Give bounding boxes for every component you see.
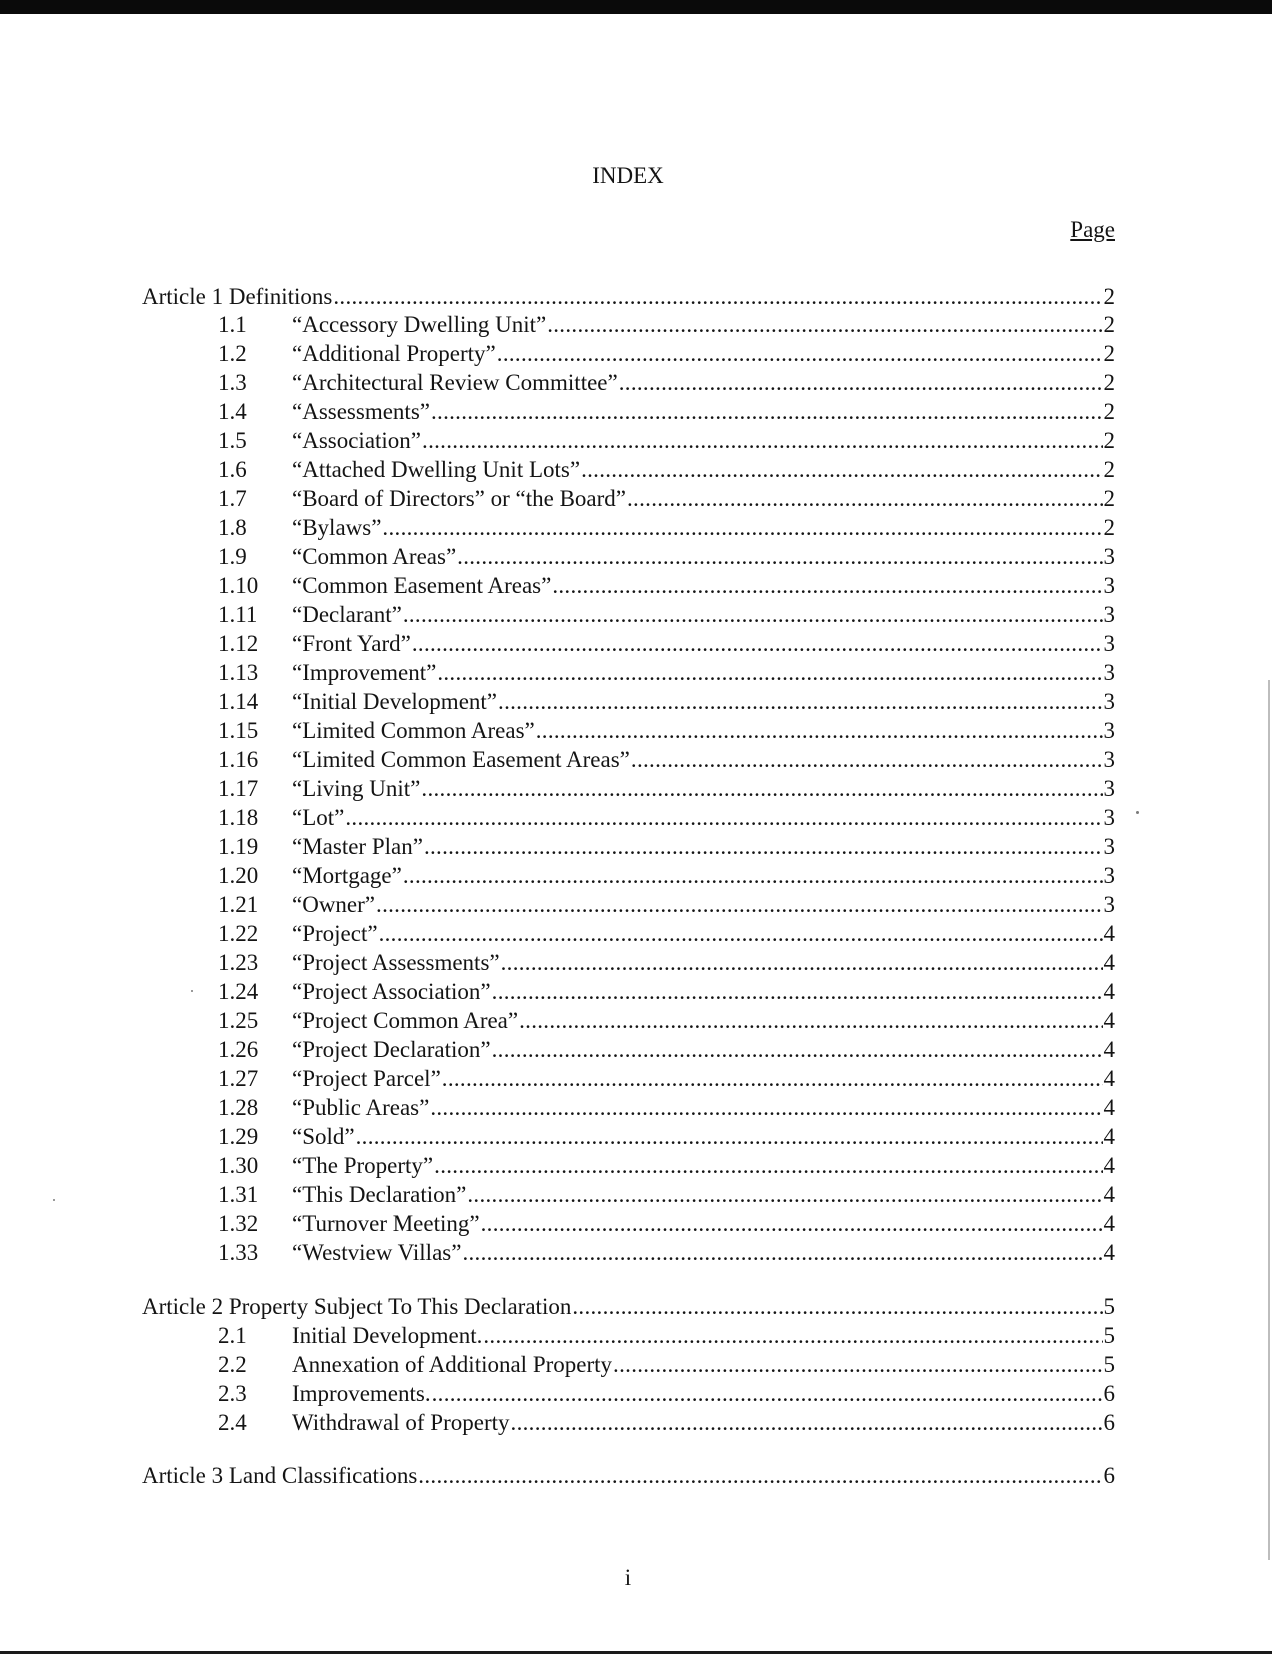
toc-section-entry — [218, 833, 1115, 861]
index-title: INDEX — [592, 163, 664, 188]
toc-entry-number: 1.14 — [218, 689, 259, 714]
toc-entry-page: 4 — [1103, 1240, 1115, 1265]
toc-entry-label: “Additional Property” — [292, 341, 496, 366]
toc-entry-number: 1.29 — [218, 1124, 259, 1149]
toc-entry-number: 1.18 — [218, 805, 259, 830]
toc-entry-label: “Board of Directors” or “the Board” — [292, 486, 626, 511]
toc-article-entry — [142, 1293, 1115, 1321]
toc-section-entry — [218, 1409, 1115, 1437]
dot-leader — [613, 1351, 1102, 1379]
toc-section-entry — [218, 514, 1115, 542]
toc-entry-number: 1.11 — [218, 602, 258, 627]
dot-leader — [552, 572, 1102, 600]
dot-leader — [432, 1380, 1103, 1408]
toc-section-entry — [218, 485, 1115, 513]
toc-entry-page: 2 — [1103, 341, 1115, 366]
toc-entry-number: 1.6 — [218, 457, 247, 482]
toc-entry-label: “Mortgage” — [292, 863, 402, 888]
scan-speck — [53, 1199, 55, 1201]
toc-entry-page: 3 — [1103, 747, 1115, 772]
toc-section-entry — [218, 340, 1115, 368]
toc-section-entry — [218, 1036, 1115, 1064]
toc-entry-label: “Attached Dwelling Unit Lots” — [292, 457, 581, 482]
toc-entry-page: 3 — [1103, 718, 1115, 743]
dot-leader — [581, 456, 1102, 484]
toc-section-entry — [218, 1123, 1115, 1151]
toc-entry-page: 6 — [1103, 1381, 1115, 1406]
toc-entry-page: 5 — [1103, 1352, 1115, 1377]
dot-leader — [519, 1007, 1102, 1035]
dot-leader — [511, 1409, 1103, 1437]
toc-section-entry — [218, 659, 1115, 687]
toc-section-entry — [218, 1181, 1115, 1209]
toc-section-entry — [218, 1007, 1115, 1035]
dot-leader — [412, 630, 1103, 658]
footer-page-number: i — [624, 1565, 632, 1590]
toc-entry-page: 3 — [1103, 660, 1115, 685]
dot-leader — [418, 1462, 1102, 1490]
toc-entry-label: “Association” — [292, 428, 422, 453]
toc-section-entry — [218, 1380, 1115, 1408]
dot-leader — [345, 804, 1102, 832]
dot-leader — [442, 1065, 1103, 1093]
toc-entry-label: “Accessory Dwelling Unit” — [292, 312, 547, 337]
toc-section-entry — [218, 369, 1115, 397]
toc-entry-page: 2 — [1103, 284, 1115, 309]
toc-entry-label: “Project Assessments” — [292, 950, 500, 975]
toc-entry-label: “Assessments” — [292, 399, 430, 424]
toc-entry-number: 1.16 — [218, 747, 259, 772]
toc-entry-number: 1.9 — [218, 544, 247, 569]
toc-article-entry — [142, 1462, 1115, 1490]
toc-entry-number: 1.20 — [218, 863, 259, 888]
toc-entry-label: Withdrawal of Property — [292, 1410, 510, 1435]
toc-section-entry — [218, 717, 1115, 745]
toc-entry-page: 3 — [1103, 863, 1115, 888]
toc-entry-page: 4 — [1103, 1124, 1115, 1149]
toc-entry-page: 4 — [1103, 921, 1115, 946]
toc-entry-number: 1.17 — [218, 776, 259, 801]
toc-entry-label: “Initial Development” — [292, 689, 498, 714]
toc-section-entry — [218, 1065, 1115, 1093]
toc-section-entry — [218, 1239, 1115, 1267]
toc-entry-label: “Limited Common Easement Areas” — [292, 747, 630, 772]
toc-entry-number: 2.1 — [218, 1323, 247, 1348]
dot-leader — [403, 601, 1103, 629]
toc-entry-page: 6 — [1103, 1463, 1115, 1488]
toc-entry-page: 3 — [1103, 544, 1115, 569]
dot-leader — [430, 1094, 1102, 1122]
toc-entry-page: 3 — [1103, 892, 1115, 917]
dot-leader — [462, 1239, 1102, 1267]
toc-entry-label: Article 1 Definitions — [142, 284, 333, 309]
dot-leader — [483, 1322, 1102, 1350]
toc-entry-page: 2 — [1103, 312, 1115, 337]
toc-entry-number: 1.21 — [218, 892, 259, 917]
scan-speck — [191, 990, 193, 992]
toc-entry-label: “Common Areas” — [292, 544, 457, 569]
toc-section-entry — [218, 398, 1115, 426]
dot-leader — [333, 283, 1102, 311]
toc-entry-number: 2.2 — [218, 1352, 247, 1377]
toc-entry-label: “Common Easement Areas” — [292, 573, 552, 598]
toc-section-entry — [218, 1094, 1115, 1122]
toc-section-entry — [218, 572, 1115, 600]
toc-entry-page: 2 — [1103, 457, 1115, 482]
toc-entry-page: 4 — [1103, 1066, 1115, 1091]
toc-entry-label: Annexation of Additional Property — [292, 1352, 613, 1377]
toc-section-entry — [218, 978, 1115, 1006]
toc-entry-number: 1.2 — [218, 341, 247, 366]
toc-entry-label: Article 3 Land Classifications — [142, 1463, 418, 1488]
toc-entry-page: 4 — [1103, 1182, 1115, 1207]
toc-entry-number: 1.32 — [218, 1211, 259, 1236]
toc-section-entry — [218, 630, 1115, 658]
toc-entry-label: Article 2 Property Subject To This Declaration — [142, 1294, 572, 1319]
toc-article-entry — [142, 283, 1115, 311]
toc-entry-label: “Master Plan” — [292, 834, 423, 859]
dot-leader — [547, 311, 1102, 339]
toc-entry-page: 4 — [1103, 1008, 1115, 1033]
toc-entry-label: “Project” — [292, 921, 378, 946]
dot-leader — [467, 1181, 1102, 1209]
toc-entry-label: “The Property” — [292, 1153, 434, 1178]
toc-entry-number: 2.4 — [218, 1410, 247, 1435]
dot-leader — [434, 1152, 1102, 1180]
dot-leader — [431, 398, 1103, 426]
dot-leader — [619, 369, 1103, 397]
toc-entry-page: 3 — [1103, 805, 1115, 830]
toc-entry-label: “Project Declaration” — [292, 1037, 491, 1062]
toc-entry-label: “Owner” — [292, 892, 376, 917]
toc-entry-label: “Westview Villas” — [292, 1240, 462, 1265]
toc-section-entry — [218, 862, 1115, 890]
toc-entry-number: 1.25 — [218, 1008, 259, 1033]
dot-leader — [379, 920, 1103, 948]
dot-leader — [536, 717, 1103, 745]
toc-section-entry — [218, 746, 1115, 774]
toc-entry-page: 3 — [1103, 834, 1115, 859]
toc-section-entry — [218, 1322, 1115, 1350]
toc-entry-number: 1.5 — [218, 428, 247, 453]
dot-leader — [382, 514, 1102, 542]
toc-entry-label: “Project Common Area” — [292, 1008, 519, 1033]
toc-entry-label: “This Declaration” — [292, 1182, 467, 1207]
toc-section-entry — [218, 775, 1115, 803]
toc-entry-page: 5 — [1103, 1294, 1115, 1319]
toc-entry-label: “Sold” — [292, 1124, 355, 1149]
toc-entry-number: 1.12 — [218, 631, 259, 656]
toc-entry-number: 1.15 — [218, 718, 259, 743]
toc-entry-label: “Architectural Review Committee” — [292, 370, 618, 395]
toc-entry-number: 1.10 — [218, 573, 259, 598]
dot-leader — [631, 746, 1103, 774]
toc-entry-page: 5 — [1103, 1323, 1115, 1348]
toc-section-entry — [218, 688, 1115, 716]
scan-speck — [1136, 811, 1139, 814]
toc-entry-number: 1.33 — [218, 1240, 259, 1265]
dot-leader — [501, 949, 1103, 977]
toc-entry-number: 1.26 — [218, 1037, 259, 1062]
toc-section-entry — [218, 1210, 1115, 1238]
toc-section-entry — [218, 1351, 1115, 1379]
toc-section-entry — [218, 920, 1115, 948]
toc-entry-number: 1.8 — [218, 515, 247, 540]
dot-leader — [572, 1293, 1102, 1321]
toc-entry-page: 2 — [1103, 399, 1115, 424]
toc-section-entry — [218, 543, 1115, 571]
toc-entry-page: 4 — [1103, 950, 1115, 975]
toc-section-entry — [218, 427, 1115, 455]
toc-entry-page: 4 — [1103, 979, 1115, 1004]
toc-entry-page: 4 — [1103, 1095, 1115, 1120]
toc-section-entry — [218, 891, 1115, 919]
dot-leader — [403, 862, 1103, 890]
dot-leader — [627, 485, 1103, 513]
toc-section-entry — [218, 949, 1115, 977]
dot-leader — [424, 833, 1103, 861]
toc-entry-label: Initial Development. — [292, 1323, 483, 1348]
toc-entry-page: 3 — [1103, 776, 1115, 801]
toc-entry-label: “Declarant” — [292, 602, 402, 627]
toc-entry-label: “Bylaws” — [292, 515, 382, 540]
toc-entry-page: 3 — [1103, 602, 1115, 627]
toc-entry-number: 1.1 — [218, 312, 247, 337]
toc-section-entry — [218, 311, 1115, 339]
toc-entry-page: 4 — [1103, 1153, 1115, 1178]
toc-entry-label: “Front Yard” — [292, 631, 411, 656]
toc-entry-number: 1.23 — [218, 950, 259, 975]
page-column-heading: Page — [1070, 217, 1115, 242]
toc-entry-page: 2 — [1103, 486, 1115, 511]
toc-entry-page: 3 — [1103, 631, 1115, 656]
dot-leader — [422, 427, 1102, 455]
toc-entry-number: 1.3 — [218, 370, 247, 395]
dot-leader — [498, 688, 1102, 716]
toc-entry-label: Improvements. — [292, 1381, 431, 1406]
dot-leader — [421, 775, 1102, 803]
toc-entry-label: “Turnover Meeting” — [292, 1211, 480, 1236]
toc-entry-page: 3 — [1103, 573, 1115, 598]
toc-entry-page: 4 — [1103, 1037, 1115, 1062]
toc-entry-label: “Improvement” — [292, 660, 437, 685]
toc-entry-number: 1.27 — [218, 1066, 259, 1091]
toc-entry-page: 2 — [1103, 370, 1115, 395]
dot-leader — [481, 1210, 1103, 1238]
toc-section-entry — [218, 1152, 1115, 1180]
dot-leader — [492, 978, 1103, 1006]
toc-entry-label: “Limited Common Areas” — [292, 718, 535, 743]
toc-entry-number: 1.24 — [218, 979, 259, 1004]
dot-leader — [497, 340, 1103, 368]
toc-entry-label: “Living Unit” — [292, 776, 421, 801]
toc-entry-number: 1.31 — [218, 1182, 259, 1207]
scan-right-edge — [1268, 680, 1270, 1560]
toc-entry-label: “Public Areas” — [292, 1095, 430, 1120]
toc-entry-label: “Project Association” — [292, 979, 491, 1004]
toc-entry-number: 1.19 — [218, 834, 259, 859]
toc-entry-label: “Lot” — [292, 805, 345, 830]
dot-leader — [356, 1123, 1103, 1151]
dot-leader — [457, 543, 1102, 571]
toc-section-entry — [218, 601, 1115, 629]
dot-leader — [376, 891, 1102, 919]
toc-entry-number: 1.30 — [218, 1153, 259, 1178]
toc-entry-number: 1.4 — [218, 399, 247, 424]
toc-entry-number: 1.28 — [218, 1095, 259, 1120]
toc-entry-page: 2 — [1103, 515, 1115, 540]
toc-entry-number: 1.13 — [218, 660, 259, 685]
toc-entry-page: 2 — [1103, 428, 1115, 453]
toc-entry-page: 4 — [1103, 1211, 1115, 1236]
dot-leader — [437, 659, 1102, 687]
toc-section-entry — [218, 456, 1115, 484]
toc-entry-number: 2.3 — [218, 1381, 247, 1406]
toc-entry-page: 6 — [1103, 1410, 1115, 1435]
toc-entry-number: 1.22 — [218, 921, 259, 946]
toc-entry-label: “Project Parcel” — [292, 1066, 441, 1091]
toc-section-entry — [218, 804, 1115, 832]
scan-top-border — [0, 0, 1272, 14]
dot-leader — [492, 1036, 1103, 1064]
toc-entry-page: 3 — [1103, 689, 1115, 714]
toc-entry-number: 1.7 — [218, 486, 247, 511]
